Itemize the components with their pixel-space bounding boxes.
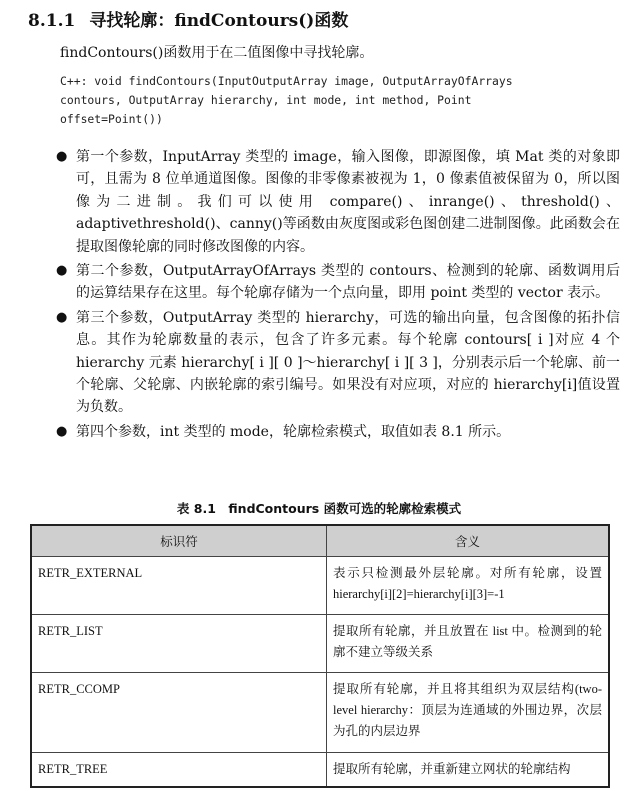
mode-identifier: RETR_TREE xyxy=(31,753,327,787)
bullet-text: 第四个参数，int 类型的 mode，轮廓检索模式，取值如表 8.1 所示。 xyxy=(76,423,511,440)
mode-meaning: 提取所有轮廓，并且放置在 list 中。检测到的轮廓不建立等级关系 xyxy=(327,615,610,673)
mode-meaning: 提取所有轮廓，并且将其组织为双层结构(two-level hierarchy：顶层为连通域的外围边界，次层为孔的内层边界 xyxy=(327,673,610,753)
list-item xyxy=(56,421,620,443)
bullet-icon: ● xyxy=(56,309,68,325)
bullet-text: 第一个参数，InputArray 类型的 image，输入图像，即源图像，填 Mat 类的对象即可，且需为 8 位单通道图像。图像的非零像素被视为 1，0 像素值被保留为 0，所以图像为二进制。我们可以使用 compare()、inrange()、threshold()、adaptivethreshold()、canny()等函数由灰度图或彩色图创建二进制图像。此函数会在提取图像轮廓的同时修改图像的内容。 xyxy=(76,149,620,255)
table-row xyxy=(31,673,609,753)
mode-identifier: RETR_LIST xyxy=(31,615,327,673)
function-signature xyxy=(60,72,620,129)
mode-meaning: 提取所有轮廓，并重新建立网状的轮廓结构 xyxy=(327,753,610,787)
table-row xyxy=(31,615,609,673)
section-title: 寻找轮廓：findContours()函数 xyxy=(89,11,349,31)
retrieval-mode-table xyxy=(30,524,610,788)
list-item xyxy=(56,307,620,419)
parameter-list xyxy=(56,146,620,445)
table-caption: 表 8.1 findContours 函数可选的轮廓检索模式 xyxy=(176,501,462,516)
header-identifier: 标识符 xyxy=(31,525,327,557)
bullet-icon: ● xyxy=(56,423,68,439)
section-number: 8.1.1 xyxy=(28,11,76,31)
code-line: offset=Point()) xyxy=(60,112,163,126)
intro-paragraph: findContours()函数用于在二值图像中寻找轮廓。 xyxy=(60,45,374,61)
table-row xyxy=(31,753,609,787)
mode-meaning: 表示只检测最外层轮廓。对所有轮廓，设置 hierarchy[i][2]=hierarchy[i][3]=-1 xyxy=(327,557,610,615)
list-item xyxy=(56,146,620,258)
bullet-icon: ● xyxy=(56,149,68,164)
bullet-text: 第二个参数，OutputArrayOfArrays 类型的 contours、检测到的轮廓、函数调用后的运算结果存在这里。每个轮廓存储为一个点向量，即用 point 类型的 vector 表示。 xyxy=(76,263,620,302)
table-row xyxy=(31,557,609,615)
section-heading xyxy=(28,6,348,31)
header-meaning: 含义 xyxy=(327,525,610,557)
mode-identifier: RETR_CCOMP xyxy=(31,673,327,753)
mode-identifier: RETR_EXTERNAL xyxy=(31,557,327,615)
code-line: contours, OutputArray hierarchy, int mode, int method, Point xyxy=(60,93,472,107)
code-line: C++: void findContours(InputOutputArray image, OutputArrayOfArrays xyxy=(60,74,513,88)
table-header-row xyxy=(31,525,609,557)
bullet-icon: ● xyxy=(56,263,68,279)
bullet-text: 第三个参数，OutputArray 类型的 hierarchy，可选的输出向量，包含图像的拓扑信息。其作为轮廓数量的表示，包含了许多元素。每个轮廓 contours[ i ]对应 4 个 hierarchy 元素 hierarchy[ i ][ 0 ]～hierarchy[ i ][ 3 ]，分别表示后一个轮廓、前一个轮廓、父轮廓、内嵌轮廓的索引编号。如果没有对应项，对应的 hierarchy[i]值设置为负数。 xyxy=(76,309,620,416)
list-item xyxy=(56,260,620,305)
